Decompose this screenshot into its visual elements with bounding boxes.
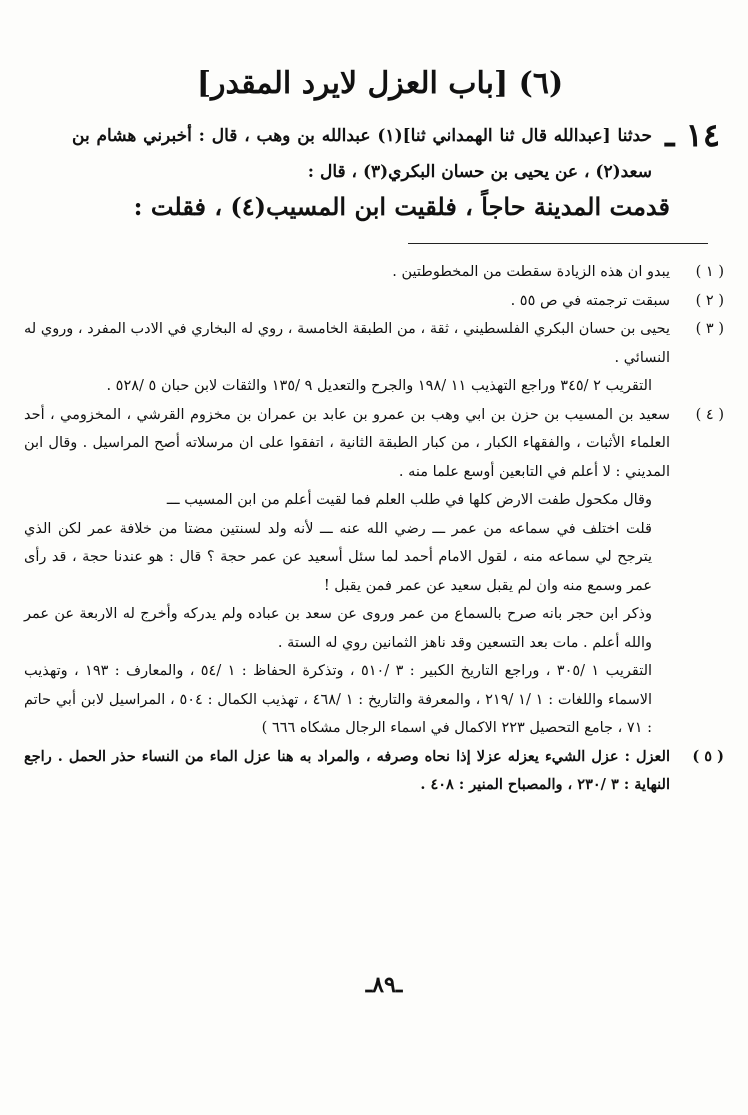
footnote-text: يبدو ان هذه الزيادة سقطت من المخطوطتين . (392, 264, 670, 280)
footnote-text: وذكر ابن حجر بانه صرح بالسماع من عمر وروى عن سعد بن عباده ولم يدركه وأخرج له الاربعة عن عمر والله أعلم . مات بعد التسعين وقد ناهز الثمانين روي له الستة . (24, 606, 652, 651)
footnote-text: العزل : عزل الشيء يعزله عزلا إذا نحاه وصرفه ، والمراد به هنا عزل الماء من النساء حذر الحمل . راجع النهاية : ٣ /٢٣٠ ، والمصباح المنير : ٤٠٨ . (24, 747, 670, 793)
footnote-3 (20, 315, 732, 401)
footnote-number: ( ١ ) (695, 264, 724, 280)
footnote-number: ( ٣ ) (695, 321, 724, 337)
page-number: ـ٨٩ـ (365, 972, 403, 998)
footnote-text: وقال مكحول طفت الارض كلها في طلب العلم فما لقيت أعلم من ابن المسيب ـــ (166, 492, 652, 508)
footnote-divider (408, 243, 708, 244)
footnote-2 (20, 287, 732, 316)
footnote-4 (20, 401, 732, 743)
footnote-reference: التقريب ٢ /٣٤٥ وراجع التهذيب ١١ /١٩٨ والجرح والتعديل ٩ /١٣٥ والثقات لابن حبان ٥ /٥٢٨ . (106, 378, 652, 394)
hadith-number: ١٤ ـ (665, 116, 720, 154)
footnote-text: سعيد بن المسيب بن حزن بن ابي وهب بن عمرو بن عابد بن عمران بن مخزوم القرشي ، المخزومي ، أحد العلماء الأثبات ، والفقهاء الكبار ، من كبار الطبقة الثانية ، اتفقوا على ان مرسلاته أصح المراسيل . وقال ابن المديني : لا أعلم في التابعين أوسع علما منه . (24, 406, 670, 480)
footnote-number: ( ٢ ) (695, 292, 724, 309)
chapter-title: (٦) [باب العزل لايرد المقدر] (196, 66, 564, 101)
footnote-text: سبقت ترجمته في ص ٥٥ . (510, 292, 670, 309)
footnote-reference: التقريب ١ /٣٠٥ ، وراجع التاريخ الكبير : ٣ /٥١٠ ، وتذكرة الحفاظ : ١ /٥٤ ، والمعارف : ١٩٣ ، وتهذيب الاسماء واللغات : ١ /١ /٢١٩ ، والمعرفة والتاريخ : ١ /٤٦٨ ، تهذيب الكمال : ٥٠٤ ، المراسيل لابن أبي حاتم : ٧١ ، جامع التحصيل ٢٢٣ الاكمال في اسماء الرجال مشكاه ٦٦٦ ) (24, 663, 653, 736)
footnote-5 (20, 743, 732, 800)
footnote-1 (20, 258, 732, 287)
footnote-number: ( ٤ ) (695, 406, 724, 423)
hadith-isnad: حدثنا [عبدالله قال ثنا الهمداني ثنا](١) عبدالله بن وهب ، قال : أخبرني هشام بن سعد(٢) ، عن يحيى بن حسان البكري(٣) ، قال : (72, 126, 652, 182)
footnote-text: يحيى بن حسان البكري الفلسطيني ، ثقة ، من الطبقة الخامسة ، روي له البخاري في الادب المفرد ، وروي له النسائي . (24, 321, 670, 366)
footnotes-section (20, 258, 732, 800)
footnote-number: ( ٥ ) (692, 747, 724, 765)
hadith-matn: قدمت المدينة حاجاً ، فلقيت ابن المسيب(٤) ، فقلت : (133, 192, 670, 221)
footnote-text: قلت اختلف في سماعه من عمر ـــ رضي الله عنه ـــ لأنه ولد لسنتين مضتا من خلافة عمر لكن الذي يترجح لي سماعه منه ، لقول الامام أحمد لما سئل أسعيد عن عمر حجة ؟ قال : هو عندنا حجة ، قد رأى عمر وسمع منه وان لم يقبل سعيد عن عمر فمن يقبل ! (24, 520, 652, 594)
